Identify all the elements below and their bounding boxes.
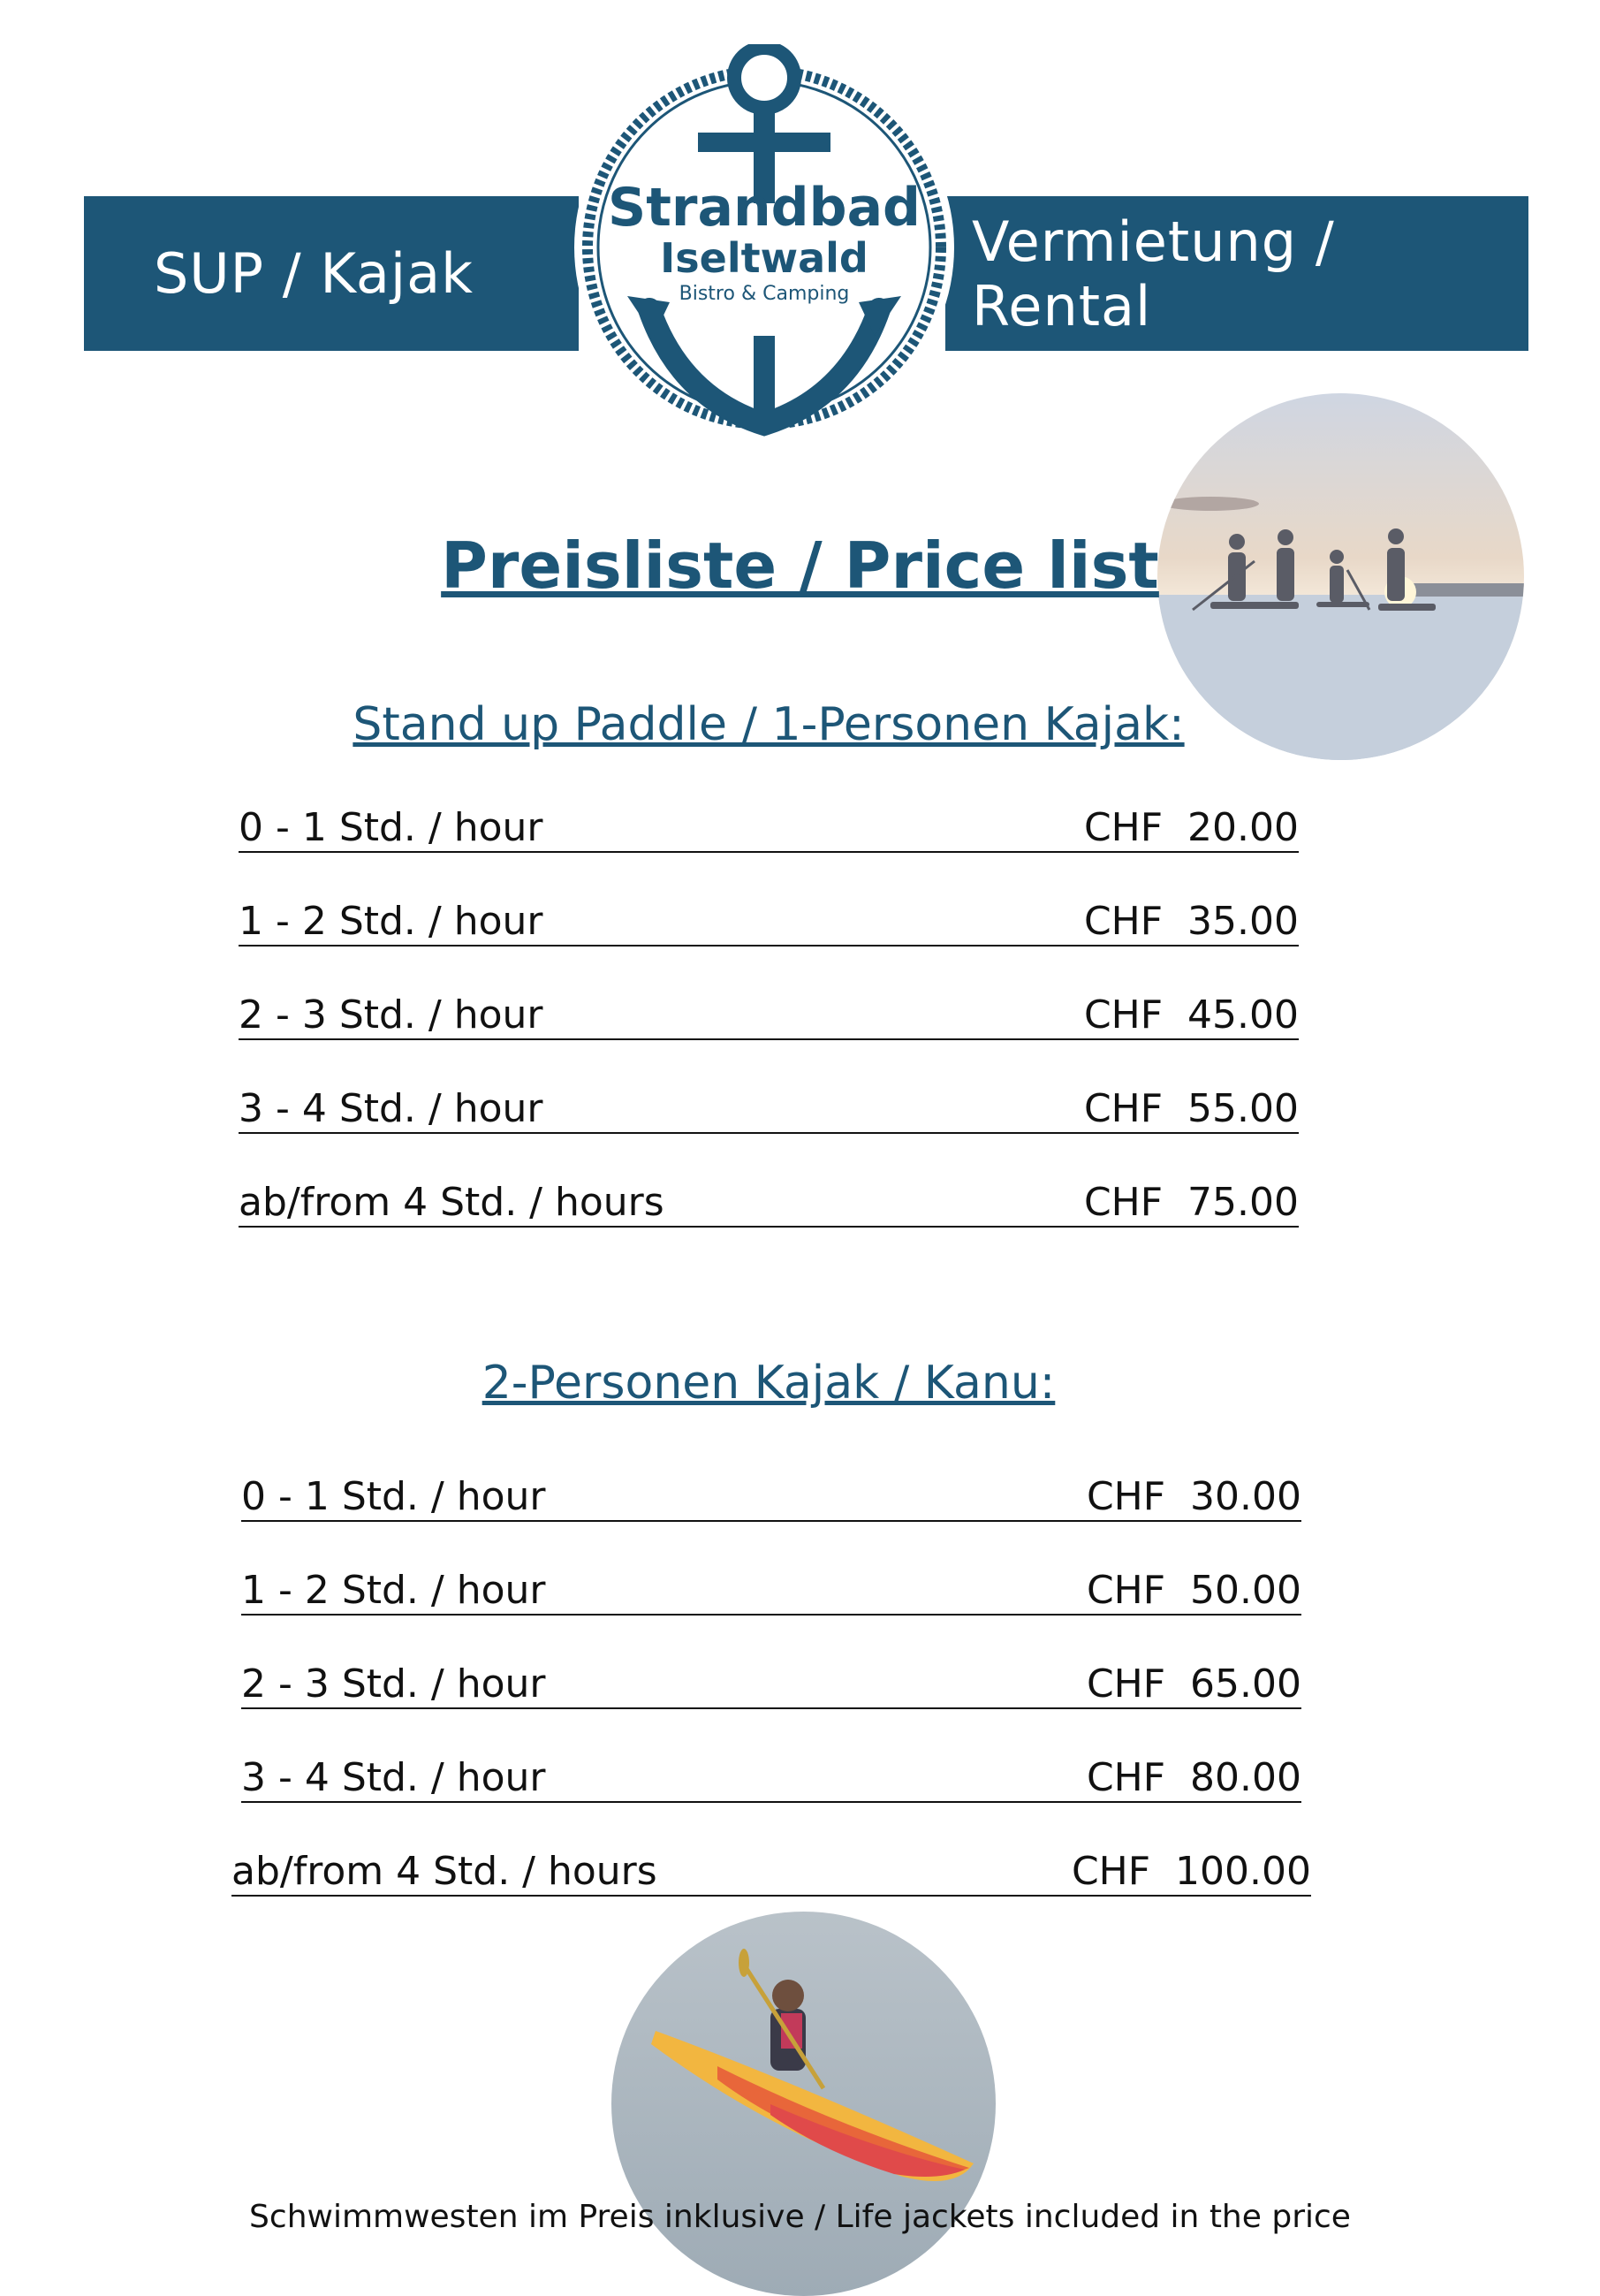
- duration-label: ab/from 4 Std. / hours: [231, 1849, 657, 1894]
- section-heading-two-person: 2-Personen Kajak / Kanu:: [482, 1357, 1056, 1410]
- logo-title: Strandbad: [607, 177, 921, 239]
- price-row: [241, 1750, 1301, 1803]
- price-value: CHF 65.00: [1086, 1661, 1301, 1707]
- logo-subtitle: Iseltwald: [660, 234, 868, 282]
- duration-label: 1 - 2 Std. / hour: [241, 1568, 546, 1613]
- price-row: [241, 1562, 1301, 1616]
- duration-label: 3 - 4 Std. / hour: [241, 1755, 546, 1800]
- price-value: CHF 30.00: [1086, 1474, 1301, 1519]
- duration-label: 0 - 1 Std. / hour: [241, 1474, 546, 1519]
- price-row: [231, 1844, 1311, 1897]
- price-row: [239, 800, 1299, 853]
- price-value: CHF 35.00: [1083, 899, 1299, 944]
- header-right-banner: [945, 196, 1528, 351]
- duration-label: 3 - 4 Std. / hour: [239, 1086, 543, 1131]
- header-left-banner: [84, 196, 579, 351]
- duration-label: 2 - 3 Std. / hour: [241, 1661, 546, 1707]
- duration-label: 0 - 1 Std. / hour: [239, 805, 543, 850]
- kayak-photo: [611, 1912, 996, 2296]
- header-right-label: Vermietung / Rental: [972, 209, 1335, 338]
- price-row: [241, 1469, 1301, 1522]
- header-left-label: SUP / Kajak: [153, 241, 474, 306]
- duration-label: 2 - 3 Std. / hour: [239, 992, 543, 1038]
- price-value: CHF 45.00: [1083, 992, 1299, 1038]
- duration-label: 1 - 2 Std. / hour: [239, 899, 543, 944]
- price-row: [241, 1656, 1301, 1709]
- logo-tagline: Bistro & Camping: [679, 283, 850, 305]
- price-row: [239, 987, 1299, 1040]
- price-row: [239, 1081, 1299, 1134]
- price-value: CHF 100.00: [1071, 1849, 1311, 1894]
- price-value: CHF 80.00: [1086, 1755, 1301, 1800]
- strandbad-logo: [565, 44, 963, 451]
- price-row: [239, 1175, 1299, 1228]
- price-value: CHF 50.00: [1086, 1568, 1301, 1613]
- page-title: Preisliste / Price list: [441, 528, 1159, 603]
- section-heading-sup: Stand up Paddle / 1-Personen Kajak:: [353, 698, 1185, 751]
- price-value: CHF 75.00: [1083, 1180, 1299, 1225]
- footer-note: Schwimmwesten im Preis inklusive / Life jackets included in the price: [249, 2199, 1351, 2235]
- price-value: CHF 20.00: [1083, 805, 1299, 850]
- price-row: [239, 893, 1299, 947]
- duration-label: ab/from 4 Std. / hours: [239, 1180, 664, 1225]
- price-value: CHF 55.00: [1083, 1086, 1299, 1131]
